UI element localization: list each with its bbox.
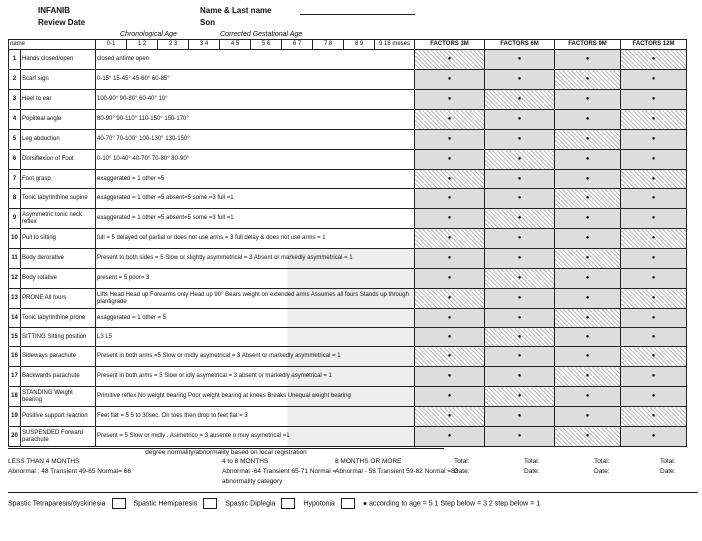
table-row [9,110,687,130]
score-dot-icon [448,136,452,142]
row-number: 11 [9,249,21,269]
factor-score-cell[interactable] [485,328,555,347]
legend-text: ● according to age = 5 1 Step below = 3 2 step below = 1 [362,500,541,508]
score-dot-icon [586,413,590,419]
factor-score-cell[interactable] [485,130,555,150]
table-row [9,189,687,209]
chrono-age-label: Chronological Age [120,31,177,38]
score-dot-icon [586,136,590,142]
score-dot-icon [518,413,522,419]
total-9m[interactable]: Total: [594,458,610,465]
row-number: 18 [9,387,21,407]
factor-score-cell[interactable] [415,387,485,407]
date-6m[interactable]: Date: [524,468,540,475]
factor-score-cell[interactable] [415,50,485,70]
table-row [9,150,687,170]
item-name: SITTING Sitting position [21,328,96,347]
item-scoring-criteria: exaggerated = 1 other =5 absent=5 some =3 full =1 [96,189,415,209]
score-dot-icon [448,96,452,102]
date-12m[interactable]: Date: [660,468,676,475]
factor-score-cell[interactable] [415,407,485,427]
table-row [9,249,687,269]
factor-score-cell[interactable] [485,347,555,367]
score-dot-icon [652,195,656,201]
score-dot-icon [448,176,452,182]
date-3m[interactable]: Date: [454,468,470,475]
row-number: 9 [9,209,21,229]
item-name: Sideways parachute [21,347,96,367]
item-name: Leg abduction [21,130,96,150]
factor-score-cell[interactable] [621,367,687,387]
score-dot-icon [448,56,452,62]
score-dot-icon [586,255,590,261]
row-number: 16 [9,347,21,367]
score-dot-icon [586,373,590,379]
score-dot-icon [518,315,522,321]
factor-score-cell[interactable] [621,289,687,309]
corrected-age-label: Corrected Gestational Age [220,31,303,38]
total-6m[interactable]: Total: [524,458,540,465]
table-row [9,50,687,70]
factor-score-cell[interactable] [415,130,485,150]
score-dot-icon [652,96,656,102]
score-dot-icon [586,176,590,182]
item-scoring-criteria: 40-70° 70-100° 100-130° 130-150° [96,130,415,150]
factor-score-cell[interactable] [621,387,687,407]
age-col-header: 3 4 [189,40,220,50]
factor-score-cell[interactable] [621,110,687,130]
row-number: 14 [9,309,21,328]
score-dot-icon [652,156,656,162]
row-number: 20 [9,427,21,447]
factor-score-cell[interactable] [485,249,555,269]
cat-hypotonia-label: Hypotonia [303,500,335,508]
score-dot-icon [448,195,452,201]
factor-score-cell[interactable] [485,50,555,70]
item-scoring-criteria: 0-15° 15-45° 45-60° 60-85° [96,70,415,90]
age-col-header: 2 3 [158,40,189,50]
score-dot-icon [652,215,656,221]
row-number: 13 [9,289,21,309]
score-dot-icon [448,433,452,439]
factor-score-cell[interactable] [621,229,687,249]
table-row [9,130,687,150]
item-name: Tonic labyrinthine prone [21,309,96,328]
score-dot-icon [448,235,452,241]
score-dot-icon [652,56,656,62]
score-dot-icon [448,393,452,399]
date-9m[interactable]: Date: [594,468,610,475]
score-dot-icon [652,76,656,82]
factor-score-cell[interactable] [485,407,555,427]
category-row [8,492,698,509]
factor-score-cell[interactable] [415,328,485,347]
item-scoring-criteria: exaggerated = 1 other =5 absent=5 some =3 full =1 [96,209,415,229]
score-dot-icon [652,136,656,142]
factor-score-cell[interactable] [621,269,687,289]
score-dot-icon [586,393,590,399]
cat-diplegia-label: Spastic Diplegia [225,500,276,508]
score-dot-icon [448,373,452,379]
item-name: STANDING Weight bearing [21,387,96,407]
item-name: Hands closed/open [21,50,96,70]
item-name: Popliteal angle [21,110,96,130]
score-dot-icon [518,353,522,359]
age-col-header: 0-1 [96,40,127,50]
degree-label: degree normality/abnormality based on local registration [8,448,444,456]
factor-score-cell[interactable] [485,387,555,407]
factor-score-cell[interactable] [555,289,621,309]
item-scoring-criteria: 80-90° 90-110° 110-150° 150-170° [96,110,415,130]
item-name: Foot grasp [21,170,96,189]
score-dot-icon [586,116,590,122]
score-dot-icon [448,334,452,340]
factor-score-cell[interactable] [415,150,485,170]
score-dot-icon [586,96,590,102]
age-col-header: 7 8 [313,40,344,50]
score-dot-icon [518,116,522,122]
factor-score-cell[interactable] [415,189,485,209]
factor-score-cell[interactable] [621,189,687,209]
factor-score-cell[interactable] [555,347,621,367]
factor-score-cell[interactable] [621,249,687,269]
age-col-header: 4 5 [220,40,251,50]
factor-score-cell[interactable] [485,309,555,328]
score-dot-icon [518,195,522,201]
factor-score-cell[interactable] [485,289,555,309]
factor-score-cell[interactable] [555,407,621,427]
score-dot-icon [448,353,452,359]
item-scoring-criteria: Lifts Head Head up Forearms only Head up 90° Bears weight on extended arms Assumes all fours Stands up through plantigrade [96,289,415,309]
factor-score-cell[interactable] [485,90,555,110]
name-line[interactable] [300,14,415,15]
score-dot-icon [586,334,590,340]
table-row [9,387,687,407]
factors-9m-header: FACTORS 9M [555,40,621,50]
factor-score-cell[interactable] [621,407,687,427]
score-dot-icon [586,56,590,62]
score-dot-icon [586,195,590,201]
factor-score-cell[interactable] [555,328,621,347]
age-col-header: 5 6 [251,40,282,50]
item-name: Scarf sign [21,70,96,90]
score-dot-icon [518,156,522,162]
row-number: 7 [9,170,21,189]
item-name: Body rotative [21,269,96,289]
score-dot-icon [652,393,656,399]
factor-score-cell[interactable] [485,367,555,387]
table-row [9,367,687,387]
factor-score-cell[interactable] [621,130,687,150]
factor-score-cell[interactable] [415,309,485,328]
factor-score-cell[interactable] [621,328,687,347]
factor-score-cell[interactable] [621,170,687,189]
factor-score-cell[interactable] [621,209,687,229]
row-number: 4 [9,110,21,130]
row-number: 3 [9,90,21,110]
factor-score-cell[interactable] [415,367,485,387]
cat-hemiparesis-checkbox[interactable] [203,498,217,509]
item-name: Dorsiflexion of Foot [21,150,96,170]
score-dot-icon [652,334,656,340]
factor-score-cell[interactable] [485,269,555,289]
less4-label: LESS THAN 4 MONTHS [8,458,80,465]
score-dot-icon [448,413,452,419]
factor-score-cell[interactable] [555,229,621,249]
score-dot-icon [586,275,590,281]
score-dot-icon [652,433,656,439]
score-dot-icon [448,215,452,221]
score-dot-icon [586,433,590,439]
table-row [9,289,687,309]
table-row [9,427,687,447]
score-dot-icon [448,255,452,261]
item-scoring-criteria: Present to both sides = 5 Slow or slightly asymmetrical = 3 Absent or markedly asymmetrical = 1 [96,249,415,269]
table-row [9,309,687,328]
score-dot-icon [652,353,656,359]
score-dot-icon [448,76,452,82]
factor-score-cell[interactable] [555,367,621,387]
score-dot-icon [586,235,590,241]
factor-score-cell[interactable] [485,170,555,189]
table-row [9,170,687,189]
row-number: 8 [9,189,21,209]
score-dot-icon [586,156,590,162]
score-dot-icon [448,275,452,281]
factor-score-cell[interactable] [485,70,555,90]
item-scoring-criteria: present = 5 poor= 3 [96,269,415,289]
item-scoring-criteria: full = 5 delayed cef partial or does not use arms = 3 full delay & does not use arms = 1 [96,229,415,249]
item-name: Asymmetric tonic neck reflex [21,209,96,229]
factor-score-cell[interactable] [415,347,485,367]
factor-score-cell[interactable] [555,90,621,110]
score-dot-icon [518,393,522,399]
age-col-header: 9 18 meses [375,40,415,50]
item-name: Body derorative [21,249,96,269]
item-scoring-criteria: Present in both arms =5 Slow or midly asymetrical = 3 Absent or markedly asymmetrical = 1 [96,347,415,367]
table-row [9,90,687,110]
factor-score-cell[interactable] [621,70,687,90]
item-scoring-criteria: 0-10° 10-40° 40-70° 70-80° 80-90° [96,150,415,170]
item-name: Backwards parachute [21,367,96,387]
factor-score-cell[interactable] [555,70,621,90]
factor-score-cell[interactable] [555,309,621,328]
score-dot-icon [652,275,656,281]
row-number: 10 [9,229,21,249]
factors-12m-header: FACTORS 12M [621,40,687,50]
factor-score-cell[interactable] [415,269,485,289]
score-dot-icon [652,413,656,419]
total-3m[interactable]: Total: [454,458,470,465]
row-number: 17 [9,367,21,387]
m4to8-scores: Abnormal -64 Transient 65-71 Normal = [222,468,337,475]
item-scoring-criteria: closed antime open [96,50,415,70]
score-dot-icon [518,215,522,221]
factor-score-cell[interactable] [415,209,485,229]
score-dot-icon [518,255,522,261]
factor-score-cell[interactable] [415,229,485,249]
factor-score-cell[interactable] [485,427,555,447]
cat-tetraparesis-label: Spastic Tetraparesis/dyskinesia [8,500,106,508]
table-row [9,209,687,229]
factor-score-cell[interactable] [485,189,555,209]
score-dot-icon [448,156,452,162]
factor-score-cell[interactable] [555,427,621,447]
item-scoring-criteria: Present = 5 Slow or midly . Asimetrico = 3 ausente o muy asymetrical =1 [96,427,415,447]
score-dot-icon [518,334,522,340]
m8plus-label: 8 MONTHS OR MORE [335,458,402,465]
score-dot-icon [518,373,522,379]
factor-score-cell[interactable] [555,150,621,170]
score-dot-icon [518,76,522,82]
factor-score-cell[interactable] [555,170,621,189]
item-scoring-criteria: Present in both arms = 5 Slow or idly asymetrical = 3 absent or markedly asymetrical = 1 [96,367,415,387]
score-dot-icon [518,295,522,301]
item-scoring-criteria: exaggerated = 1 other = 5 [96,309,415,328]
table-row [9,328,687,347]
score-dot-icon [518,56,522,62]
age-col-header: 6 7 [282,40,313,50]
cat-hypotonia-checkbox[interactable] [341,498,355,509]
row-number: 19 [9,407,21,427]
factor-score-cell[interactable] [485,110,555,130]
factor-score-cell[interactable] [485,209,555,229]
item-name: Pull to sitting [21,229,96,249]
score-dot-icon [586,215,590,221]
factor-score-cell[interactable] [621,50,687,70]
son-label: Son [200,18,216,27]
name-label: Name & Last name [200,6,272,15]
score-dot-icon [652,295,656,301]
item-name: PRONE All fours [21,289,96,309]
score-dot-icon [652,116,656,122]
row-number: 1 [9,50,21,70]
item-scoring-criteria: 100-90° 90-80° 60-40° 10° [96,90,415,110]
m4to8-label: 4 to 8 MONTHS [222,458,269,465]
factor-score-cell[interactable] [485,229,555,249]
factor-score-cell[interactable] [555,110,621,130]
item-name: Heel to ear [21,90,96,110]
factor-score-cell[interactable] [415,70,485,90]
item-scoring-criteria: L3 L5 [96,328,415,347]
factor-score-cell[interactable] [415,90,485,110]
score-dot-icon [652,255,656,261]
score-dot-icon [518,96,522,102]
assessment-table [8,39,687,447]
cat-diplegia-checkbox[interactable] [281,498,295,509]
score-dot-icon [518,235,522,241]
factor-score-cell[interactable] [415,110,485,130]
factors-6m-header: FACTORS 6M [485,40,555,50]
m8plus-scores: Abnormal - 56 Transient 59-82 Normal =83 [335,468,459,475]
table-row [9,229,687,249]
form-title: INFANIB [38,6,70,15]
score-dot-icon [652,373,656,379]
score-dot-icon [518,136,522,142]
score-dot-icon [518,176,522,182]
item-name: Tonic labyrinthine supine [21,189,96,209]
row-number: 12 [9,269,21,289]
factor-score-cell[interactable] [555,269,621,289]
score-dot-icon [652,176,656,182]
name-col-header: name [9,40,96,50]
row-number: 2 [9,70,21,90]
factor-score-cell[interactable] [415,427,485,447]
abn-category-label: abnormality category [222,478,283,485]
factor-score-cell[interactable] [621,427,687,447]
factor-score-cell[interactable] [415,249,485,269]
score-dot-icon [518,433,522,439]
factor-score-cell[interactable] [485,150,555,170]
table-row [9,70,687,90]
score-dot-icon [586,295,590,301]
factor-score-cell[interactable] [555,130,621,150]
factor-score-cell[interactable] [555,249,621,269]
factor-score-cell[interactable] [621,150,687,170]
table-row [9,407,687,427]
row-number: 6 [9,150,21,170]
score-dot-icon [448,295,452,301]
cat-tetraparesis-checkbox[interactable] [112,498,126,509]
factors-3m-header: FACTORS 3M [415,40,485,50]
factor-score-cell[interactable] [621,309,687,328]
factor-score-cell[interactable] [555,189,621,209]
score-dot-icon [652,315,656,321]
factor-score-cell[interactable] [555,50,621,70]
age-col-header: 8 9 [344,40,375,50]
factor-score-cell[interactable] [621,347,687,367]
item-scoring-criteria: Primitive reflex No weight bearing Poor weight bearing at knees Breaks Unequal weight bearing [96,387,415,407]
row-number: 5 [9,130,21,150]
table-row [9,269,687,289]
factor-score-cell[interactable] [621,90,687,110]
total-12m[interactable]: Total: [660,458,676,465]
item-name: Positive support reaction [21,407,96,427]
score-dot-icon [448,116,452,122]
score-dot-icon [586,353,590,359]
score-dot-icon [448,315,452,321]
age-col-header: 1 2 [127,40,158,50]
item-scoring-criteria: exaggerated = 1 other =5 [96,170,415,189]
score-dot-icon [518,275,522,281]
row-number: 15 [9,328,21,347]
item-name: SUSPENDED Forward parachute [21,427,96,447]
score-dot-icon [586,76,590,82]
factor-score-cell[interactable] [555,387,621,407]
item-scoring-criteria: Feet flat = 5 5 to 30sec. On toes then drop to feet flat = 3 [96,407,415,427]
score-dot-icon [652,235,656,241]
table-row [9,347,687,367]
factor-score-cell[interactable] [415,289,485,309]
less4-scores: Abnormal : 48 Transient 49-65 Normal= 66 [8,468,132,475]
review-date-label: Review Date [38,18,86,27]
cat-hemiparesis-label: Spastic Hemiparesis [133,500,198,508]
score-dot-icon [586,315,590,321]
factor-score-cell[interactable] [415,170,485,189]
factor-score-cell[interactable] [555,209,621,229]
